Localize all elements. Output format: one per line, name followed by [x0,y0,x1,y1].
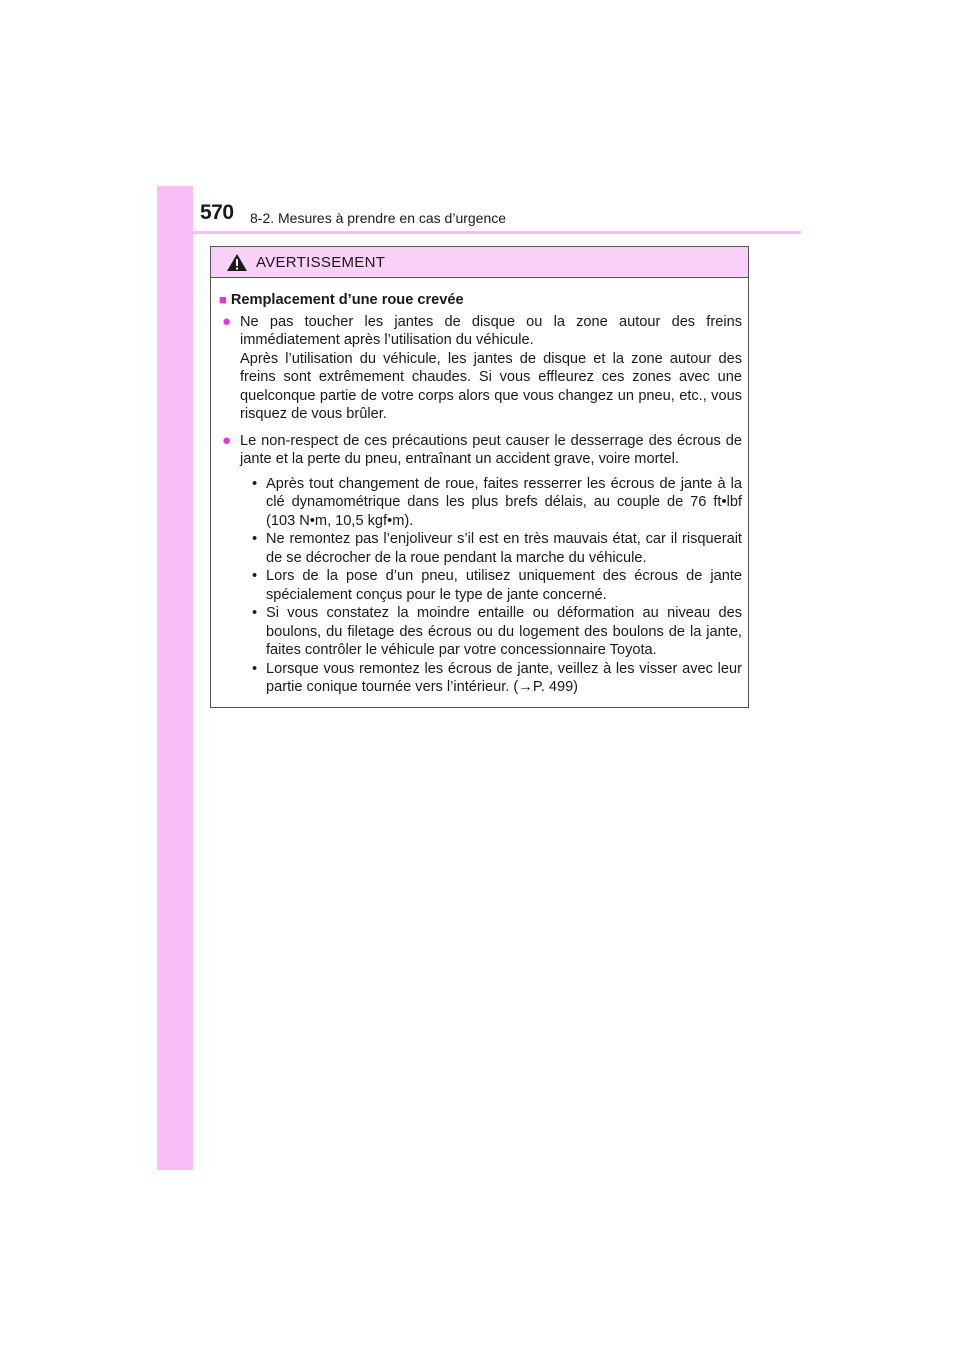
circle-bullet-icon: ● [222,312,232,330]
warning-body [211,278,748,697]
sub-list-item: • Lorsque vous remontez les écrous de jante, veillez à les visser avec leur partie conique tournée vers l’intérieur. (→P. 499) [252,660,742,695]
warning-triangle-icon [226,253,248,272]
sub-list-item: • Lors de la pose d’un pneu, utilisez uniquement des écrous de jante spécialement conçus pour le type de jante concerné. [252,568,742,603]
sub-list-item: • Après tout changement de roue, faites resserrer les écrous de jante à la clé dynamométrique dans les plus brefs délais, au couple de 76 ft•lbf (103 N•m, 10,5 kgf•m). [252,475,742,529]
warning-title: AVERTISSEMENT [256,253,386,271]
item-text: Ne pas toucher les jantes de disque ou la zone autour des freins immédiatement après l’utilisation du véhicule. [240,313,742,348]
item-text-continued: Après l’utilisation du véhicule, les jantes de disque et la zone autour des freins sont extrêmement chaudes. Si vous effleurez ces zones avec une quelconque partie de votre corps alors que vous changez un pneu, etc., vous risquez de vous brûler. [240,350,742,422]
warning-header [211,247,748,278]
section-title: 8-2. Mesures à prendre en cas d’urgence [250,210,507,226]
circle-bullet-icon: ● [222,431,232,449]
square-bullet-icon: ■ [219,292,227,307]
warning-box [210,246,749,708]
header-rule [157,231,801,234]
page-number: 570 [200,201,234,224]
item-text: Le non-respect de ces précautions peut causer le desserrage des écrous de jante et la perte du pneu, entraînant un accident grave, voire mortel. [240,432,742,467]
list-item [219,432,742,469]
sub-list-item: • Ne remontez pas l’enjoliveur s’il est en très mauvais état, car il risquerait de se décrocher de la roue pendant la marche du véhicule. [252,531,742,566]
sub-list-item: • Si vous constatez la moindre entaille ou déformation au niveau des boulons, du filetage des écrous ou du logement des boulons de la jante, faites contrôler le véhicule par votre concessionnaire Toyota. [252,605,742,658]
side-tab-strip [157,186,193,1170]
sub-list [219,475,742,697]
subheading: ■ Remplacement d’une roue crevée [219,292,464,308]
list-item [219,313,742,424]
